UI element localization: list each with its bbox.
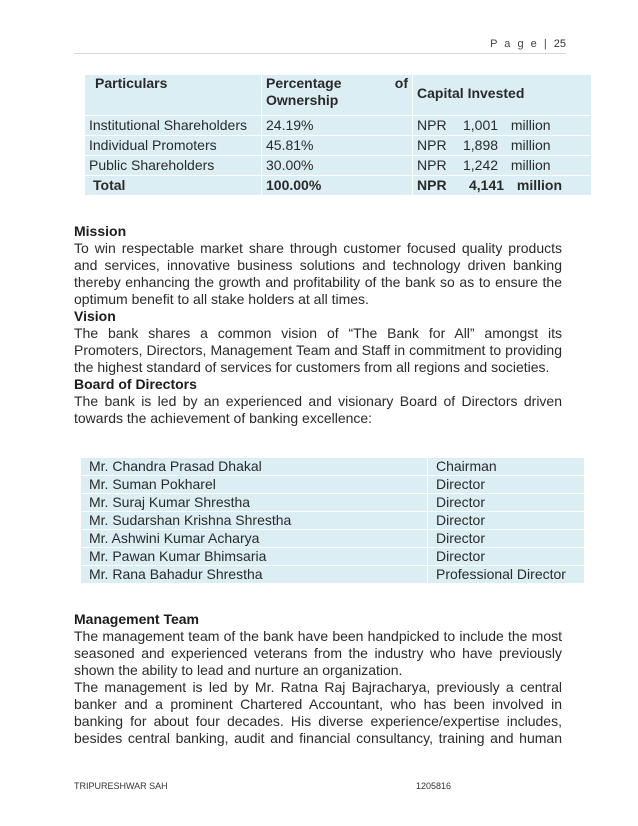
table-row: Mr. Pawan Kumar Bhimsaria Director xyxy=(81,548,585,566)
management-section xyxy=(74,611,562,747)
header-divider xyxy=(74,53,566,54)
mission-section xyxy=(74,223,562,427)
table-row: Individual Promoters 45.81% NPR 1,898 million xyxy=(85,136,592,156)
ownership-table xyxy=(84,74,592,196)
table-row: Mr. Suman Pokharel Director xyxy=(81,476,585,494)
table-total-row: Total 100.00% NPR 4,141 million xyxy=(85,176,592,196)
directors-table xyxy=(80,457,585,584)
header-capital: Capital Invested xyxy=(413,75,592,116)
management-paragraph-1: The management team of the bank have been handpicked to include the most seasoned and experienced veterans from the industry who have previously shown the ability to lead and nurture an organization. xyxy=(74,628,562,678)
table-row: Mr. Rana Bahadur Shrestha Professional Director xyxy=(81,566,585,584)
board-title: Board of Directors xyxy=(74,376,197,392)
page-number: 25 xyxy=(553,38,566,50)
vision-text: The bank shares a common vision of “The Bank for All” amongst its Promoters, Directors, Management Team and Staff in commitment to providing the highest standard of services for customers from all regions and societies. xyxy=(74,325,562,375)
header-percentage: Percentage of Ownership xyxy=(262,75,413,116)
management-paragraph-2: The management is led by Mr. Ratna Raj Bajracharya, previously a central banker and a prominent Chartered Accountant, who has been involved in banking for about four decades. His diverse experience/expertise includes, besides central banking, audit and financial consultancy, training and human xyxy=(74,679,562,746)
table-row: Public Shareholders 30.00% NPR 1,242 million xyxy=(85,156,592,176)
board-text: The bank is led by an experienced and visionary Board of Directors driven towards the achievement of banking excellence: xyxy=(74,393,562,426)
header-particulars: Particulars xyxy=(85,75,262,116)
footer-id: 1205816 xyxy=(416,781,452,791)
footer-author: TRIPURESHWAR SAH xyxy=(74,781,168,791)
table-row: Mr. Ashwini Kumar Acharya Director xyxy=(81,530,585,548)
page-separator: | xyxy=(543,38,549,50)
table-row: Mr. Sudarshan Krishna Shrestha Director xyxy=(81,512,585,530)
page-label: P a g e xyxy=(490,38,539,50)
ownership-header-row xyxy=(85,75,592,116)
page-header xyxy=(490,38,566,50)
mission-text: To win respectable market share through customer focused quality products and services, innovative business solutions and technology driven banking thereby enhancing the growth and profitability of the bank so as to ensure the optimum benefit to all stake holders at all times. xyxy=(74,240,562,307)
management-title: Management Team xyxy=(74,611,199,627)
mission-title: Mission xyxy=(74,223,127,239)
table-row: Institutional Shareholders 24.19% NPR 1,001 million xyxy=(85,116,592,136)
table-row: Mr. Chandra Prasad Dhakal Chairman xyxy=(81,458,585,476)
vision-title: Vision xyxy=(74,308,116,324)
table-row: Mr. Suraj Kumar Shrestha Director xyxy=(81,494,585,512)
